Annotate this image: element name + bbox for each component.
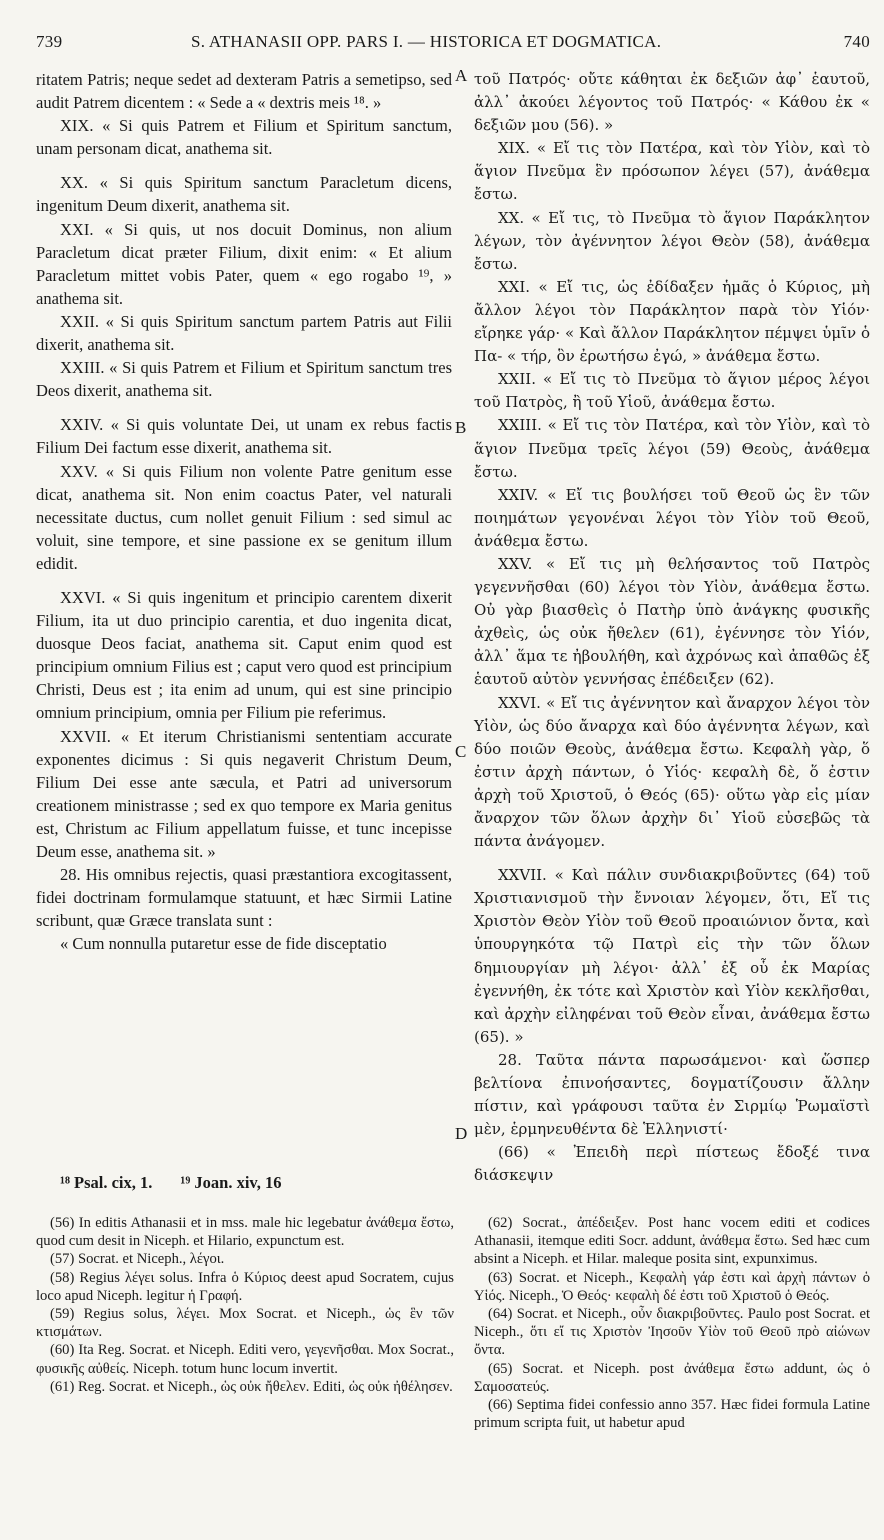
greek-paragraph: τοῦ Πατρός· οὔτε κάθηται ἐκ δεξιῶν ἀφ᾽ ἑαυτοῦ, ἀλλ᾽ ἀκούει λέγοντος τοῦ Πατρός· « Κάθου ἐκ « δεξιῶν μου (56). » (474, 70, 870, 135)
note-56: (56) In editis Athanasii et in mss. male hic legebatur ἀνάθεμα ἔστω, quod cum desit in Niceph. et Hilario, expunctum est. (36, 1215, 454, 1250)
note-60: (60) Ita Reg. Socrat. et Niceph. Editi vero, γεγενῆσθαι. Mox Socrat., φυσικῆς αὐθείς. Niceph. totum hunc locum invertit. (36, 1342, 454, 1377)
latin-canon-22: XXII. « Si quis Spiritum sanctum partem Patris aut Filii dixerit, anathema sit. (36, 311, 452, 355)
latin-canon-26: XXVI. « Si quis ingenitum et principio carentem dixerit Filium, ita ut duo principio carentia, et duo ingenita dicat, duosque Deos faciat, anathema sit. Caput enim quod est principium omnium Filius est ; caput vero quod est principium Christi, Deus est ; ita enim ad unum, qui est sine principio omnium principium, omnia per Filium pie referimus. (36, 587, 452, 723)
note-58: (58) Regius λέγει solus. Infra ὁ Κύριος deest apud Socratem, cujus loco apud Niceph. legitur ἡ Γραφή. (36, 1269, 454, 1304)
latin-column (36, 68, 452, 955)
latin-canon-25: XXV. « Si quis Filium non volente Patre genitum esse dicat, anathema sit. Non enim coactus Pater, vel naturali necessitate ductus, cum nollet genuit Filium : sed simul ac voluit, sine tempore, et sine passione ex se genitum illum edidit. (36, 461, 452, 573)
margin-letter-a: A (455, 66, 468, 85)
latin-canon-19: XIX. « Si quis Patrem et Filium et Spiritum sanctum, unam personam dicat, anathema sit. (36, 116, 452, 159)
greek-canon-23: XXIII. « Εἴ τις τὸν Πατέρα, καὶ τὸν Υἱὸν, καὶ τὸ ἅγιον Πνεῦμα τρεῖς λέγοι (59) Θεοὺς, ἀνάθεμα ἔστω. (474, 416, 870, 481)
greek-canon-26: XXVI. « Εἴ τις ἀγέννητον καὶ ἄναρχον λέγοι τὸν Υἱὸν, ὡς δύο ἄναρχα καὶ δύο ἀγέννητα λέγων, καὶ δύο ποιῶν Θεοὺς, ἀνάθεμα ἔστω. Κεφαλὴ γὰρ, ὅ ἐστιν ἀρχὴ πάντων, ὁ Υἱός· κεφαλὴ δὲ, ὅ ἐστιν ἀρχὴ τοῦ Χριστοῦ, ὁ Θεός (65)· οὕτω γὰρ εἰς μίαν ἄναρχον τῶν ὅλων ἀρχὴν δι᾽ Υἱοῦ εὐσεβῶς τὰ πάντα ἀνάγομεν. (474, 693, 870, 851)
latin-canon-23: XXIII. « Si quis Patrem et Filium et Spiritum sanctum tres Deos dixerit, anathema sit. (36, 358, 452, 401)
greek-canon-25: XXV. « Εἴ τις μὴ θελήσαντος τοῦ Πατρὸς γεγεννῆσθαι (60) λέγοι τὸν Υἱὸν, ἀνάθεμα ἔστω. Οὐ γὰρ βιασθεὶς ὁ Πατὴρ ὑπὸ ἀνάγκης φυσικῆς ἀχθεὶς, ὡς οὐκ ἤθελεν (61), ἐγέννησε τὸν Υἱόν, ἀλλ᾽ ἅμα τε ἠβουλήθη, καὶ ἀχρόνως καὶ ἀπαθῶς ἐξ ἑαυτοῦ αὐτὸν γεννήσας ἐπέδειξεν (62). (474, 554, 870, 689)
latin-paragraph: ritatem Patris; neque sedet ad dexteram Patris a semetipso, sed audit Patrem dicentem : « Sede a « dextris meis ¹⁸. » (36, 70, 452, 113)
margin-letter-d: D (455, 1124, 468, 1143)
note-64: (64) Socrat. et Niceph., οὖν διακριβοῦντες. Paulo post Socrat. et Niceph., ὅτι εἴ τις Χριστὸν Ἰησοῦν Υἱὸν τοῦ Θεοῦ πρὸ αἰώνων ὄντα. (474, 1306, 870, 1359)
greek-section-28: 28. Ταῦτα πάντα παρωσάμενοι· καὶ ὥσπερ βελτίονα ἐπινοήσαντες, δογματίζουσιν ἄλλην πίστιν, καὶ γράφουσι ταῦτα ἐν Σιρμίῳ Ῥωμαϊστὶ μὲν, ἑρμηνευθέντα δὲ Ἑλληνιστί· (474, 1050, 870, 1139)
margin-letter-b: B (455, 418, 467, 437)
greek-column (474, 68, 870, 1188)
greek-canon-27: XXVII. « Καὶ πάλιν συνδιακριβοῦντες (64) τοῦ Χριστιανισμοῦ τὴν ἔννοιαν λέγομεν, ὅτι, Εἴ τις Χριστὸν Θεὸν Υἱὸν τοῦ Θεοῦ προαιώνιον ὄντα, καὶ ὑπουργηκότα τῷ Πατρὶ εἰς τὴν τῶν ὅλων δημιουργίαν μὴ λέγοι· ἀλλ᾽ ἐξ οὗ ἐκ Μαρίας ἐγεννήθη, ἐκ τότε καὶ Χριστὸν καὶ Υἱὸν κεκλῆσθαι, καὶ ἀρχὴν εἰληφέναι τοῦ Θεὸν εἶναι, ἀνάθεμα ἔστω (65). » (474, 866, 870, 1046)
latin-section-28: 28. His omnibus rejectis, quasi præstantiora excogitassent, fidei doctrinam formulamque statuunt, et hæc Sirmii Latine scribunt, quæ Græce translata sunt : (36, 865, 452, 931)
note-66: (66) Septima fidei confessio anno 357. Hæc fidei formula Latine primum scripta fuit, ut habetur apud (474, 1397, 870, 1432)
greek-canon-20: XX. « Εἴ τις, τὸ Πνεῦμα τὸ ἅγιον Παράκλητον λέγων, τὸν ἀγέννητον λέγοι Θεὸν (58), ἀνάθεμα ἔστω. (474, 208, 870, 273)
margin-letter-c: C (455, 742, 467, 761)
latin-canon-27: XXVII. « Et iterum Christianismi sententiam accurate exponentes dicimus : Si quis negaverit Christum Deum, Filium Dei esse ante sæcula, et Patri ad universorum creationem ministrasse ; sed ex quo tempore ex Maria genitus est, Christum ac Filium appellatum fuisse, et tunc incepisse Deum esse, anathema sit. » (36, 726, 452, 861)
note-65: (65) Socrat. et Niceph. post ἀνάθεμα ἔστω addunt, ὡς ὁ Σαμοσατεύς. (474, 1360, 870, 1395)
note-61: (61) Reg. Socrat. et Niceph., ὡς οὐκ ἤθελεν. Editi, ὡς οὐκ ἠθέλησεν. (50, 1378, 453, 1395)
latin-canon-20: XX. « Si quis Spiritum sanctum Paracletum dicens, ingenitum Deum dixerit, anathema sit. (36, 173, 452, 216)
latin-continuation: « Cum nonnulla putaretur esse de fide disceptatio (60, 934, 387, 954)
scripture-footnotes (60, 1173, 282, 1193)
greek-canon-21: XXI. « Εἴ τις, ὡς ἐδίδαξεν ἡμᾶς ὁ Κύριος, μὴ ἄλλον λέγοι τὸν Παράκλητον παρὰ τὸν Υἱόν· εἴρηκε γάρ· « Καὶ ἄλλον Παράκλητον πέμψει ὑμῖν ὁ Πα- « τήρ, ὃν ἐρωτήσω ἐγώ, » ἀνάθεμα ἔστω. (474, 277, 870, 366)
critical-notes-right (474, 1214, 870, 1432)
greek-canon-19: XIX. « Εἴ τις τὸν Πατέρα, καὶ τὸν Υἱὸν, καὶ τὸ ἅγιον Πνεῦμα ἓν πρόσωπον λέγει (57), ἀνάθεμα ἔστω. (474, 139, 870, 204)
latin-canon-24: XXIV. « Si quis voluntate Dei, ut unam ex rebus factis Filium Dei factum esse dixerit, anathema sit. (36, 415, 452, 458)
greek-canon-22: XXII. « Εἴ τις τὸ Πνεῦμα τὸ ἅγιον μέρος λέγοι τοῦ Πατρὸς, ἢ τοῦ Υἱοῦ, ἀνάθεμα ἔστω. (474, 370, 870, 412)
critical-notes-left (36, 1214, 454, 1396)
footnote-18: ¹⁸ Psal. cix, 1. (60, 1173, 153, 1192)
greek-canon-24: XXIV. « Εἴ τις βουλήσει τοῦ Θεοῦ ὡς ἓν τῶν ποιημάτων γεγονέναι λέγοι τὸν Υἱὸν τοῦ Θεοῦ, ἀνάθεμα ἔστω. (474, 485, 870, 550)
greek-continuation: (66) « Ἐπειδὴ περὶ πίστεως ἔδοξέ τινα διάσκεψιν (474, 1143, 870, 1185)
page-number-left: 739 (36, 32, 63, 51)
running-title: S. ATHANASII OPP. PARS I. — HISTORICA ET DOGMATICA. (191, 32, 662, 51)
page-number-right: 740 (843, 32, 870, 51)
note-57: (57) Socrat. et Niceph., λέγοι. (50, 1251, 225, 1268)
note-59: (59) Regius solus, λέγει. Mox Socrat. et Niceph., ὡς ἓν τῶν κτισμάτων. (36, 1306, 454, 1341)
note-62: (62) Socrat., ἀπέδειξεν. Post hanc vocem editi et codices Athanasii, itemque editi Socr. addunt, ἀνάθεμα ἔστω. Sed hæc cum absint a Niceph. et Hilar. maleque posita sint, expunximus. (474, 1215, 870, 1268)
running-header (36, 32, 870, 58)
footnote-19: ¹⁹ Joan. xiv, 16 (180, 1173, 282, 1192)
latin-canon-21: XXI. « Si quis, ut nos docuit Dominus, non alium Paracletum dicat præter Filium, dixit enim: « Et alium Paracletum mittet vobis Pater, quem « ego rogabo ¹⁹, » anathema sit. (36, 219, 452, 308)
note-63: (63) Socrat. et Niceph., Κεφαλὴ γάρ ἐστι καὶ ἀρχὴ πάντων ὁ Υἱός. Niceph., Ὁ Θεός· κεφαλὴ δέ ἐστι τοῦ Χριστοῦ ὁ Θεός. (474, 1269, 870, 1304)
